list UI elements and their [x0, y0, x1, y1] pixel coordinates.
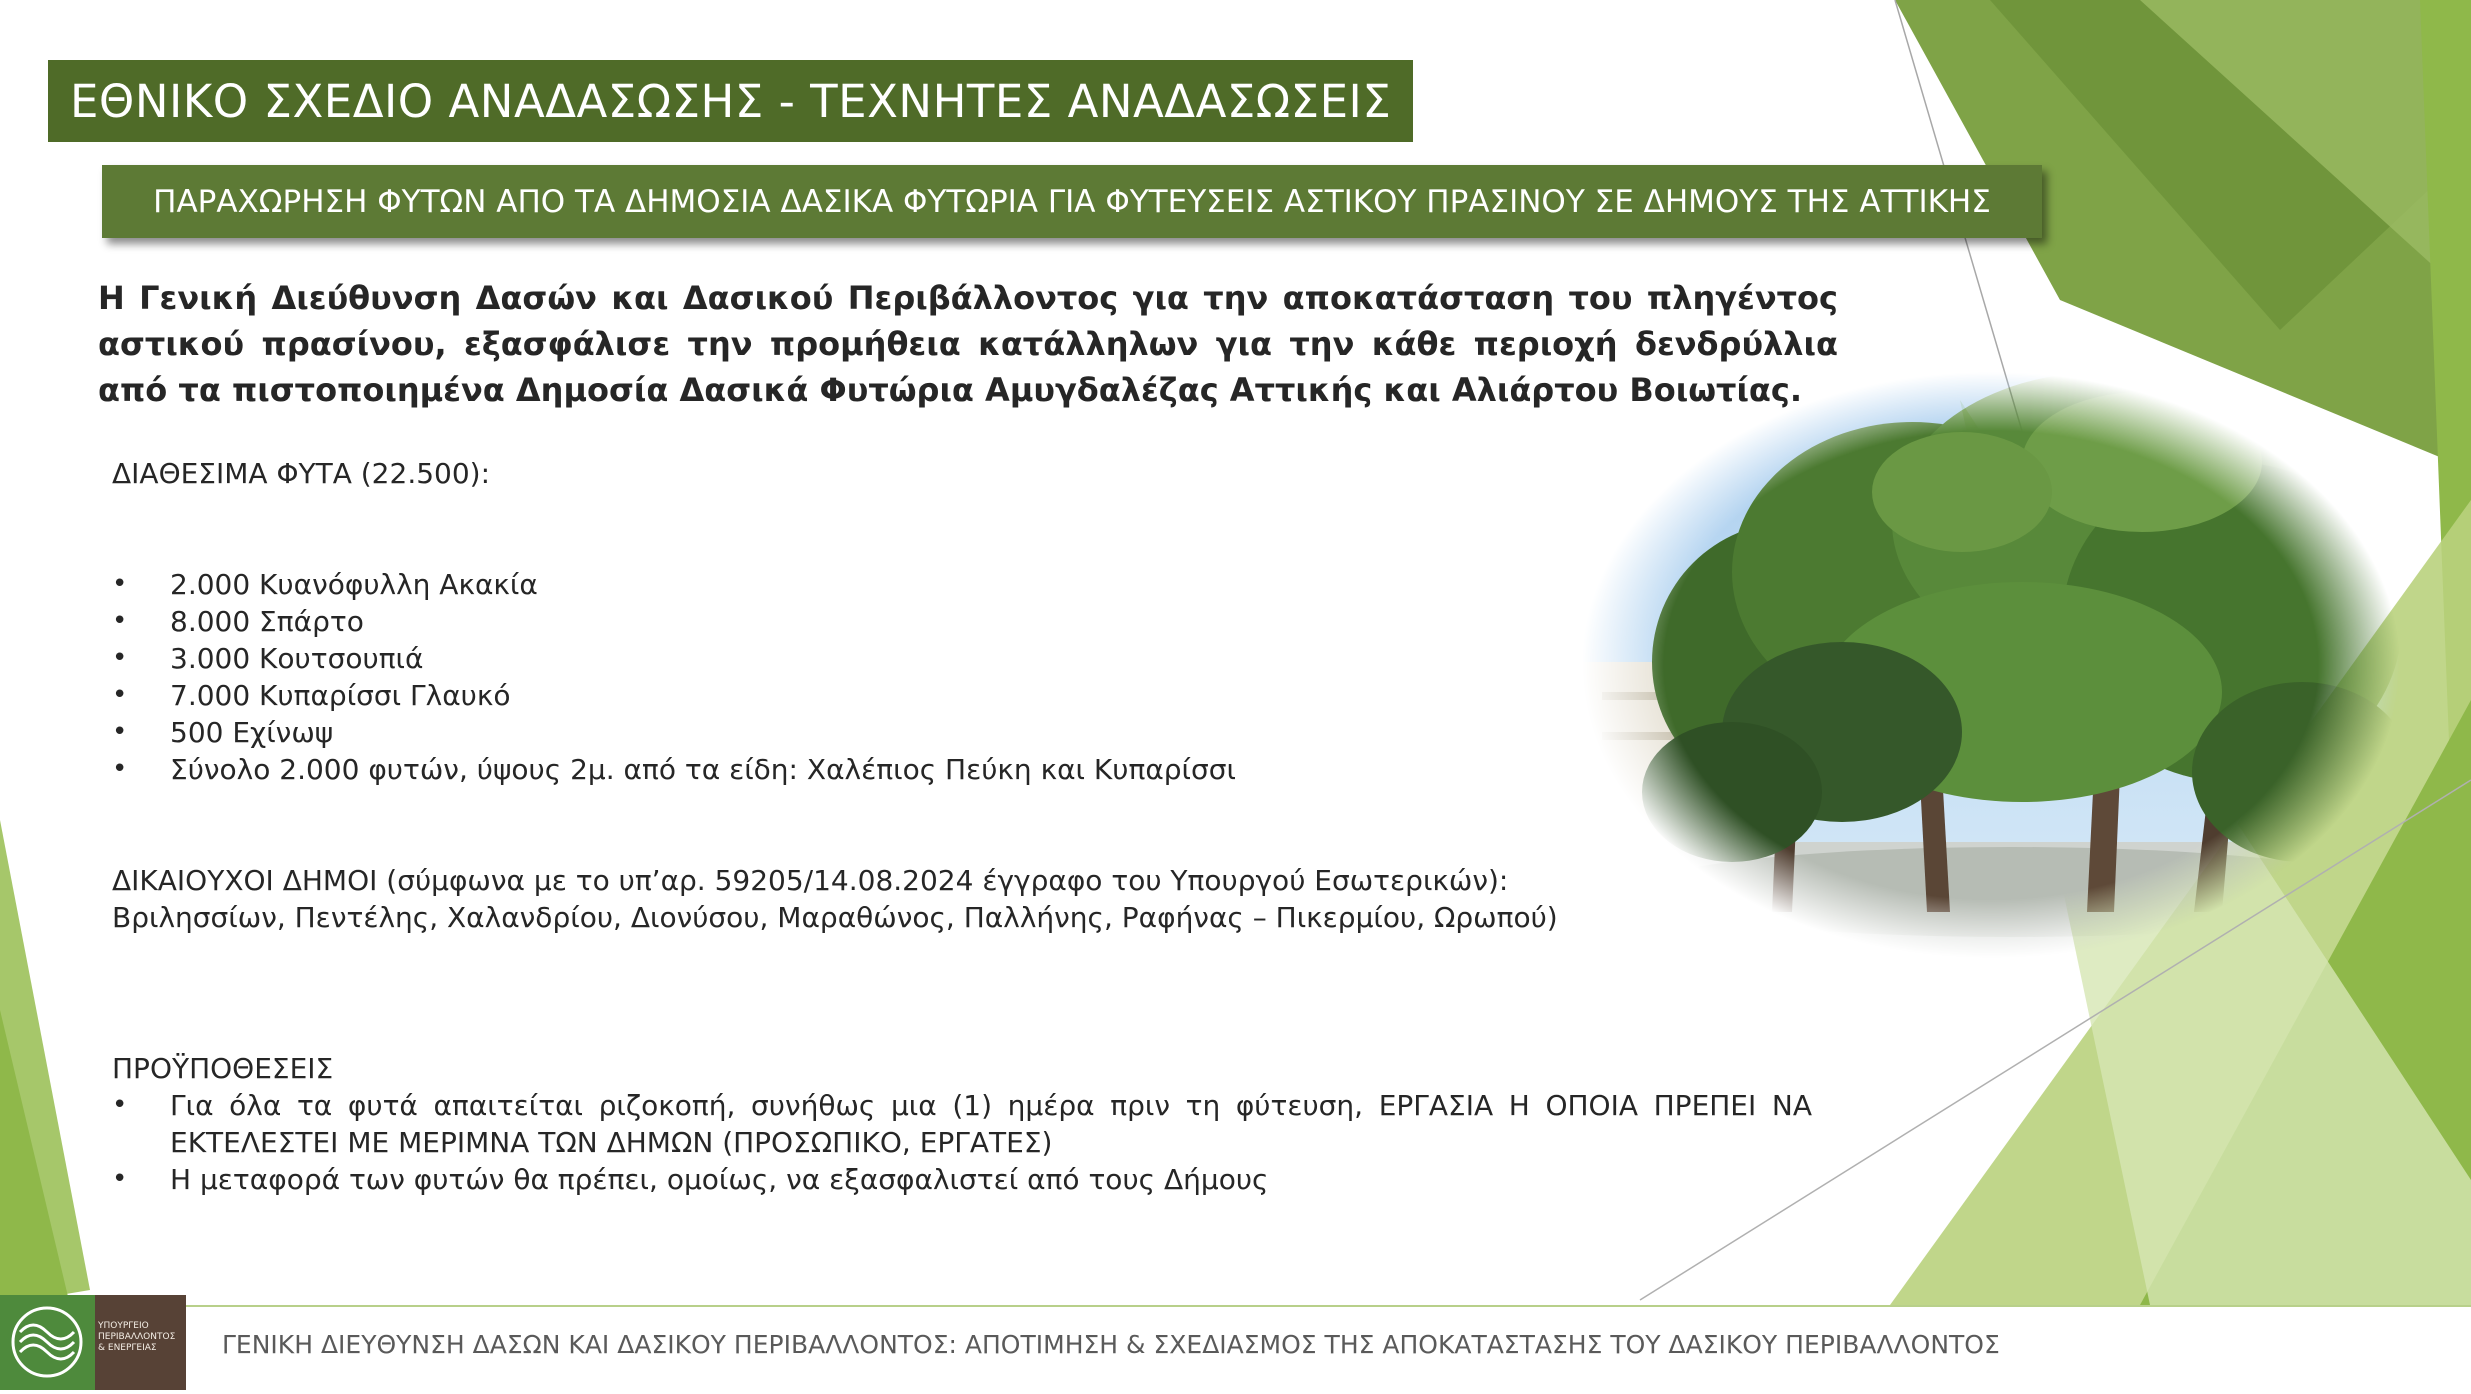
park-trees-photo [1582, 372, 2400, 958]
list-item: • 2.000 Κυανόφυλλη Ακακία [112, 566, 1512, 603]
available-plants-list [112, 566, 1512, 788]
intro-paragraph: Η Γενική Διεύθυνση Δασών και Δασικού Περιβάλλοντος για την αποκατάσταση του πληγέντος αστικού πρασίνου, εξασφάλισε την προμήθεια κατάλληλων για την κάθε περιοχή δενδρύλλια από τα πιστοποιημένα Δημοσία Δασικά Φυτώρια Αμυγδαλέζας Αττικής και Αλιάρτου Βοιωτίας. [98, 279, 1838, 409]
conditions-list [112, 1087, 1812, 1198]
list-item: • 8.000 Σπάρτο [112, 603, 1512, 640]
page-title: ΕΘΝΙΚΟ ΣΧΕΔΙΟ ΑΝΑΔΑΣΩΣΗΣ - ΤΕΧΝΗΤΕΣ ΑΝΑΔΑΣΩΣΕΙΣ [70, 74, 1392, 128]
footer-divider [186, 1305, 2471, 1307]
ministry-name: ΥΠΟΥΡΓΕΙΟ ΠΕΡΙΒΑΛΛΟΝΤΟΣ & ΕΝΕΡΓΕΙΑΣ [98, 1321, 176, 1353]
page-title-banner [48, 60, 1413, 142]
available-plants-section [112, 455, 1512, 788]
page-subtitle: ΠΑΡΑΧΩΡΗΣΗ ΦΥΤΩΝ ΑΠΟ ΤΑ ΔΗΜΟΣΙΑ ΔΑΣΙΚΑ ΦΥΤΩΡΙΑ ΓΙΑ ΦΥΤΕΥΣΕΙΣ ΑΣΤΙΚΟΥ ΠΡΑΣΙΝΟΥ ΣΕ ΔΗΜΟΥΣ ΤΗΣ ΑΤΤΙΚΗΣ [153, 183, 1991, 220]
ministry-logo [0, 1295, 186, 1390]
conditions-section [112, 1050, 1812, 1198]
list-item: • Η μεταφορά των φυτών θα πρέπει, ομοίως, να εξασφαλιστεί από τους Δήμους [112, 1161, 1812, 1198]
municipalities-heading: ΔΙΚΑΙΟΥΧΟΙ ΔΗΜΟΙ (σύμφωνα με το υπ’αρ. 59205/14.08.2024 έγγραφο του Υπουργού Εσωτερικών): [112, 864, 1509, 897]
subtitle-banner [102, 165, 2042, 238]
conditions-heading: ΠΡΟΫΠΟΘΕΣΕΙΣ [112, 1052, 334, 1085]
municipalities-list: Βριλησσίων, Πεντέλης, Χαλανδρίου, Διονύσου, Μαραθώνος, Παλλήνης, Ραφήνας – Πικερμίου, Ωρωπού) [112, 901, 1558, 934]
ministry-emblem-icon [0, 1295, 95, 1390]
list-item: • 3.000 Κουτσουπιά [112, 640, 1512, 677]
list-item: • 500 Εχίνωψ [112, 714, 1512, 751]
list-item: • 7.000 Κυπαρίσσι Γλαυκό [112, 677, 1512, 714]
available-plants-heading: ΔΙΑΘΕΣΙΜΑ ΦΥΤΑ (22.500): [112, 457, 491, 490]
beneficiary-municipalities-section [112, 862, 1612, 936]
list-item: • Σύνολο 2.000 φυτών, ύψους 2μ. από τα είδη: Χαλέπιος Πεύκη και Κυπαρίσσι [112, 751, 1512, 788]
list-item: • Για όλα τα φυτά απαιτείται ριζοκοπή, συνήθως μια (1) ημέρα πριν τη φύτευση, ΕΡΓΑΣΙΑ Η ΟΠΟΙΑ ΠΡΕΠΕΙ ΝΑ ΕΚΤΕΛΕΣΤΕΙ ΜΕ ΜΕΡΙΜΝΑ ΤΩΝ ΔΗΜΩΝ (ΠΡΟΣΩΠΙΚΟ, ΕΡΓΑΤΕΣ) [112, 1087, 1812, 1161]
footer-caption: ΓΕΝΙΚΗ ΔΙΕΥΘΥΝΣΗ ΔΑΣΩΝ ΚΑΙ ΔΑΣΙΚΟΥ ΠΕΡΙΒΑΛΛΟΝΤΟΣ: ΑΠΟΤΙΜΗΣΗ & ΣΧΕΔΙΑΣΜΟΣ ΤΗΣ ΑΠΟΚΑΤΑΣΤΑΣΗΣ ΤΟΥ ΔΑΣΙΚΟΥ ΠΕΡΙΒΑΛΛΟΝΤΟΣ [222, 1330, 2000, 1359]
